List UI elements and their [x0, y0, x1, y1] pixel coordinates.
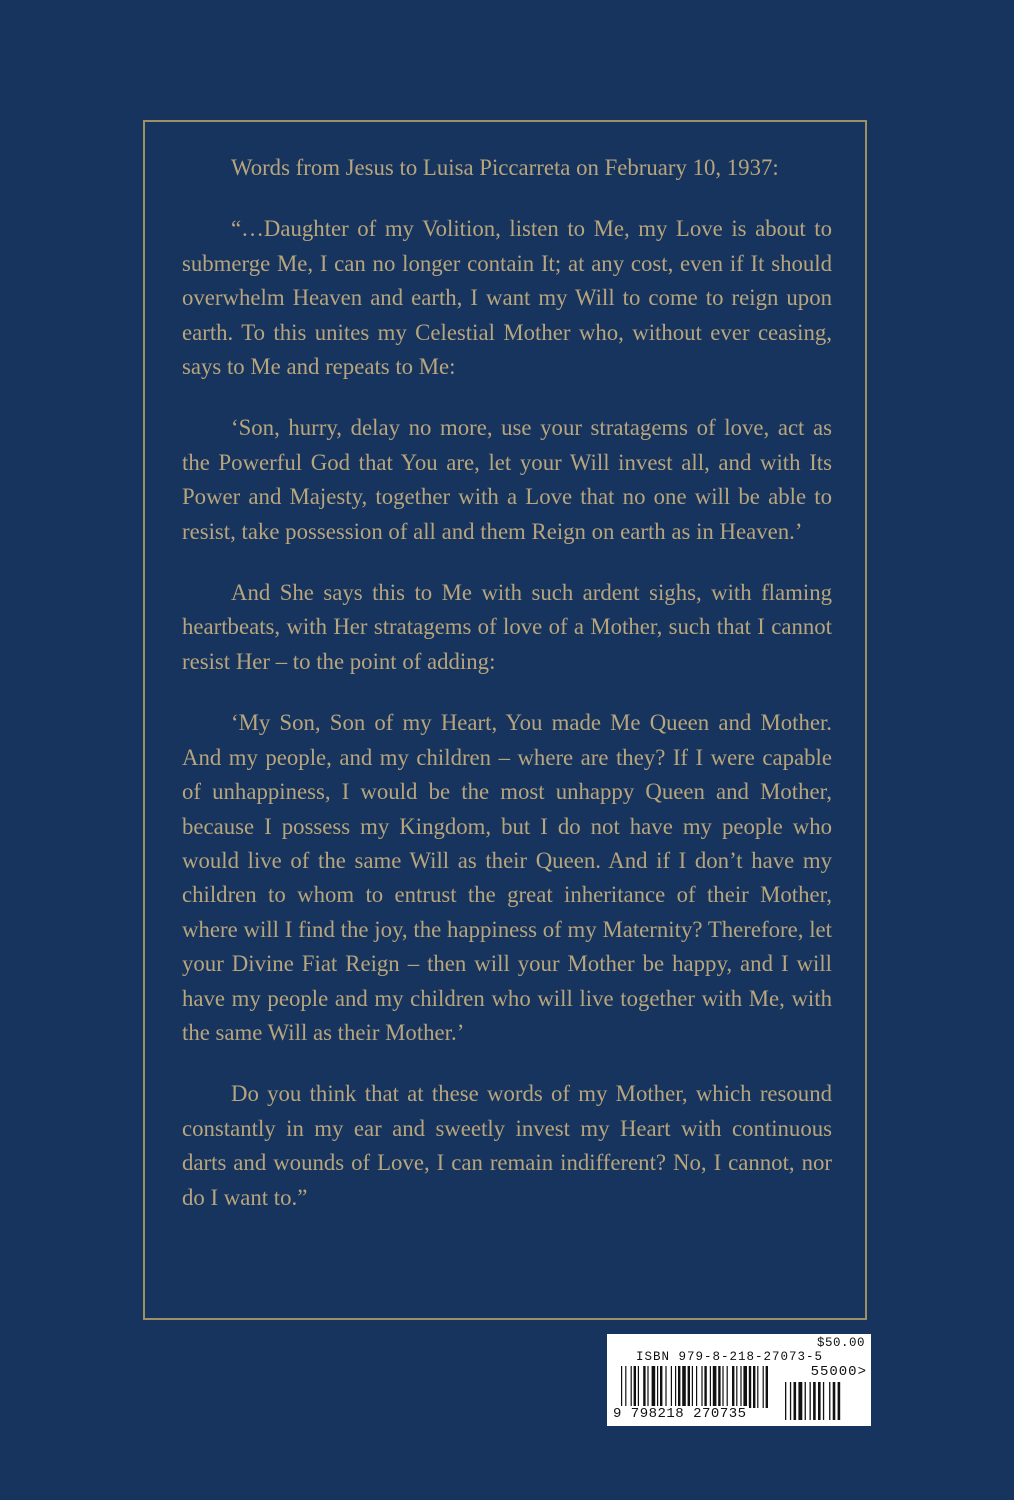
- barcode-bar: [722, 1366, 723, 1408]
- barcode-bar: [718, 1366, 720, 1408]
- quote-paragraph-1: “…Daughter of my Volition, listen to Me, my Love is about to submerge Me, I can no longer contain It; at any cost, even if It should overwhelm Heaven and earth, I want my Will to come to reign upon earth. To this unites my Celestial Mother who, without ever ceasing, says to Me and repeats to Me:: [182, 216, 832, 380]
- price-addon-code: 55000>: [810, 1364, 867, 1380]
- barcode-bar: [736, 1366, 737, 1408]
- barcode-bar: [647, 1366, 648, 1408]
- isbn-barcode-label: [607, 1334, 871, 1426]
- barcode-bar: [652, 1366, 656, 1408]
- addon-bar: [823, 1382, 824, 1420]
- barcode-bar: [696, 1366, 697, 1408]
- barcode-bar: [701, 1366, 702, 1408]
- barcode-bar: [713, 1366, 717, 1408]
- quote-paragraph-2: ‘Son, hurry, delay no more, use your stratagems of love, act as the Powerful God that You are, let your Will invest all, and with Its Power and Majesty, together with a Love that no one will be able to resist, take possession of all and them Reign on earth as in Heaven.’: [182, 415, 832, 544]
- intro-line: Words from Jesus to Luisa Piccarreta on February 10, 1937:: [231, 155, 779, 180]
- quote-paragraph-3: And She says this to Me with such ardent sighs, with flaming heartbeats, with Her stratagems of love of a Mother, such that I cannot resist Her – to the point of adding:: [182, 580, 832, 674]
- barcode-bar: [763, 1366, 764, 1408]
- quote-paragraph-4: ‘My Son, Son of my Heart, You made Me Queen and Mother. And my people, and my children – where are they? If I were capable of unhappiness, I would be the most unhappy Queen and Mother, because I possess my Kingdom, but I do not have my people who would live of the same Will as their Queen. And if I don’t have my children to whom to entrust the great inheritance of their Mother, where will I find the joy, the happiness of my Maternity? Therefore, let your Divine Fiat Reign – then will your Mother be happy, and I will have my people and my children who will live together with Me, with the same Will as their Mother.’: [182, 710, 832, 1045]
- barcode-bar: [749, 1366, 751, 1408]
- barcode-bar: [743, 1366, 747, 1408]
- barcode-bar: [682, 1366, 686, 1408]
- barcode-bar: [657, 1366, 658, 1408]
- barcode-bar: [757, 1366, 758, 1408]
- barcode-bar: [753, 1366, 755, 1408]
- barcode-bar: [727, 1366, 728, 1408]
- barcode-bar: [678, 1366, 680, 1408]
- barcode-bar: [665, 1366, 666, 1408]
- addon-bar: [810, 1382, 811, 1420]
- price-label: $50.00: [816, 1336, 865, 1350]
- barcode-bar: [631, 1366, 632, 1408]
- barcode-bar: [671, 1366, 672, 1408]
- barcode-bar: [704, 1366, 706, 1408]
- barcode-bar: [740, 1366, 741, 1408]
- barcode-number: 9 798218 270735: [613, 1406, 747, 1422]
- addon-bar: [829, 1382, 830, 1420]
- barcode-bar: [638, 1366, 639, 1408]
- barcode-bar: [688, 1366, 690, 1408]
- addon-bar: [818, 1382, 821, 1420]
- barcode-bar: [710, 1366, 711, 1408]
- addon-bar: [833, 1382, 836, 1420]
- addon-bar: [805, 1382, 806, 1420]
- quote-text-block: [182, 151, 832, 1215]
- addon-bar: [798, 1382, 802, 1420]
- barcode-bar: [692, 1366, 693, 1408]
- barcode-bar: [732, 1366, 734, 1408]
- barcode-bar: [634, 1366, 636, 1408]
- addon-bar: [813, 1382, 816, 1420]
- barcode-bar: [766, 1366, 768, 1408]
- barcode-bar: [660, 1366, 662, 1408]
- barcode-bar: [621, 1366, 622, 1408]
- addon-bar: [794, 1382, 797, 1420]
- isbn-label: ISBN 979-8-218-27073-5: [636, 1350, 824, 1364]
- addon-bar: [785, 1382, 786, 1420]
- barcode-bar: [625, 1366, 626, 1408]
- addon-bar: [838, 1382, 841, 1420]
- barcode-bar: [675, 1366, 676, 1408]
- barcode-bar: [643, 1366, 645, 1408]
- addon-bar: [790, 1382, 791, 1420]
- quote-paragraph-5: Do you think that at these words of my Mother, which resound constantly in my ear and sweetly invest my Heart with continuous darts and wounds of Love, I can remain indifferent? No, I cannot, nor do I want to.”: [182, 1081, 832, 1210]
